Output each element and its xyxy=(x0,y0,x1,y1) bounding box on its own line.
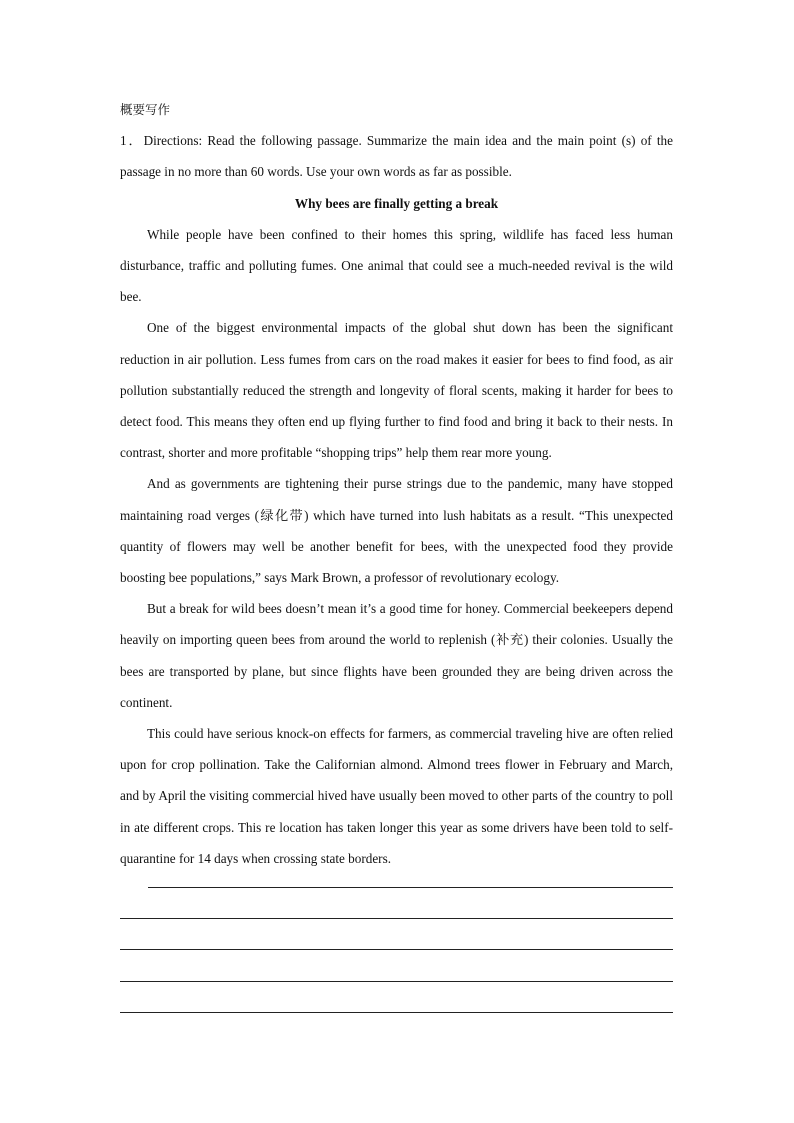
answer-line[interactable] xyxy=(120,949,673,950)
article-paragraph-3: And as governments are tightening their purse strings due to the pandemic, many have stopped maintaining road verges (绿化带) which have turned into lush habitats as a result. “This unexpected quantity of flowers may well be another benefit for bees, with the unexpected food they provide boosting bee populations,” says Mark Brown, a professor of revolutionary ecology. xyxy=(120,476,673,586)
article-paragraph-5: This could have serious knock-on effects for farmers, as commercial traveling hive are often relied upon for crop pollination. Take the Californian almond. Almond trees flower in February and March, and by April the visiting commercial hived have usually been moved to other parts of the country to poll in ate different crops. This re location has taken longer this year as some drivers have been told to self-quarantine for 14 days when crossing state borders. xyxy=(120,726,673,866)
document-page xyxy=(120,94,673,874)
article-paragraph-1: While people have been confined to their homes this spring, wildlife has faced less human disturbance, traffic and polluting fumes. One animal that could see a much-needed revival is the wild bee. xyxy=(120,226,673,305)
answer-line[interactable] xyxy=(148,887,673,888)
directions-text: Directions: Read the following passage. Summarize the main idea and the main point (s) of the passage in no more than 60 words. Use your own words as far as possible. xyxy=(120,133,673,180)
article-title: Why bees are finally getting a break xyxy=(294,195,499,211)
answer-line[interactable] xyxy=(120,918,673,919)
article-paragraph-2: One of the biggest environmental impacts of the global shut down has been the significant reduction in air pollution. Less fumes from cars on the road makes it easier for bees to find food, as air pollution substantially reduced the strength and longevity of floral scents, making it harder for bees to detect food. This means they often end up flying further to find food and bring it back to their nests. In contrast, shorter and more profitable “shopping trips” help them rear more young. xyxy=(120,320,673,461)
section-heading: 概要写作 xyxy=(120,102,171,117)
question-directions xyxy=(120,125,673,187)
answer-line[interactable] xyxy=(120,981,673,982)
article-paragraph-4: But a break for wild bees doesn’t mean it’s a good time for honey. Commercial beekeepers depend heavily on importing queen bees from around the world to replenish (补充) their colonies. Usually the bees are transported by plane, but since flights have been grounded they are being driven across the continent. xyxy=(120,601,673,710)
answer-lines[interactable] xyxy=(120,887,673,1043)
question-number: 1． xyxy=(120,133,144,149)
answer-line[interactable] xyxy=(120,1012,673,1013)
